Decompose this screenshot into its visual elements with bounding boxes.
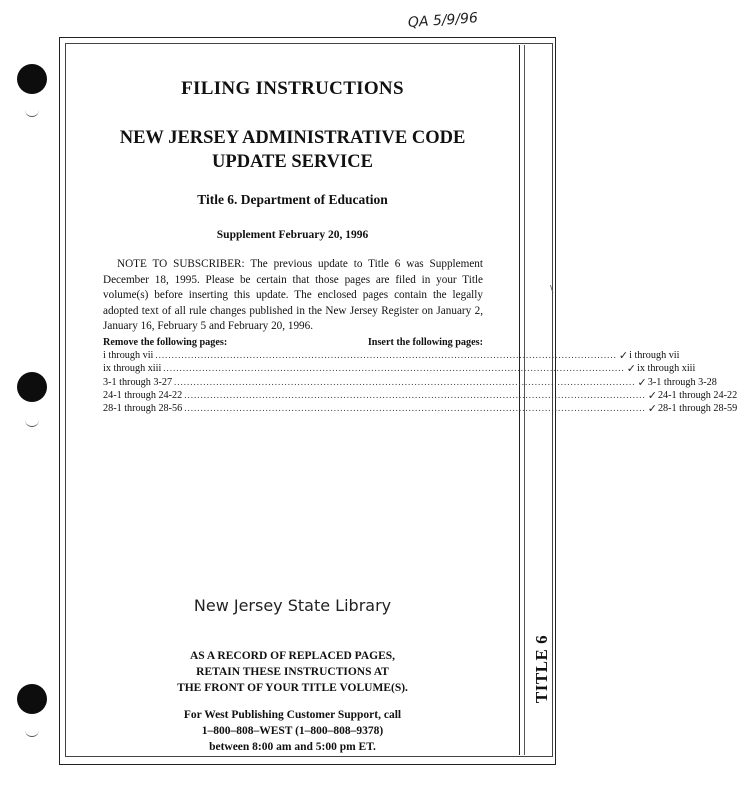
library-stamp: New Jersey State Library xyxy=(193,596,392,615)
page-replacement-table xyxy=(103,336,737,415)
insert-pages: 24-1 through 24-22 xyxy=(657,389,737,401)
dot-leader: .............................................................................................................................................. xyxy=(184,402,646,413)
title-line: Title 6. Department of Education xyxy=(197,192,388,207)
code-title-line2: UPDATE SERVICE xyxy=(212,152,373,172)
table-row xyxy=(103,362,696,376)
record-line2: RETAIN THESE INSTRUCTIONS AT xyxy=(196,666,389,678)
table-row xyxy=(103,401,737,415)
checkmark-icon: ✓ xyxy=(647,388,657,402)
margin-mark: \ xyxy=(550,284,554,295)
binder-hole-middle xyxy=(17,372,47,402)
insert-pages: 28-1 through 28-59 xyxy=(657,402,737,414)
table-header xyxy=(103,336,483,349)
handwritten-note: QA 5/9/96 xyxy=(407,10,479,32)
table-row xyxy=(103,349,680,363)
note-to-subscriber: NOTE TO SUBSCRIBER: The previous update to Title 6 was Supplement December 18, 1995. Please be certain that those pages are filed in your Title volume(s) before inserting this update. The enclosed pages contain the legally adopted text of all rule changes published in the New Jersey Register on January 2, January 16, February 5 and February 20, 1996. xyxy=(103,258,483,332)
table-row xyxy=(103,388,737,402)
binder-hole-mark xyxy=(25,108,39,117)
support-line3: between 8:00 am and 5:00 pm ET. xyxy=(209,741,376,753)
binder-hole-top xyxy=(17,64,47,94)
checkmark-icon: ✓ xyxy=(647,401,657,415)
table-row xyxy=(103,375,717,389)
insert-pages: i through vii xyxy=(629,350,680,362)
dot-leader: .............................................................................................................................................. xyxy=(163,363,625,374)
supplement-date: Supplement February 20, 1996 xyxy=(216,229,369,241)
remove-pages: 3-1 through 3-27 xyxy=(103,376,173,388)
checkmark-icon: ✓ xyxy=(618,349,629,363)
record-line3: THE FRONT OF YOUR TITLE VOLUME(S). xyxy=(177,682,408,694)
binder-hole-mark xyxy=(25,418,39,427)
insert-pages: ix through xiii xyxy=(637,363,696,375)
checkmark-icon: ✓ xyxy=(626,362,637,376)
binder-hole-bottom xyxy=(17,684,47,714)
insert-pages: 3-1 through 3-28 xyxy=(647,376,717,388)
page-heading: FILING INSTRUCTIONS xyxy=(181,78,404,99)
dot-leader: .............................................................................................................................................. xyxy=(174,376,636,387)
support-line2: 1–800–808–WEST (1–800–808–9378) xyxy=(201,725,384,737)
remove-pages: ix through xiii xyxy=(103,363,162,375)
title-tab-label: TITLE 6 xyxy=(532,634,551,704)
support-line1: For West Publishing Customer Support, call xyxy=(183,709,402,721)
remove-pages: 24-1 through 24-22 xyxy=(103,389,183,401)
binder-hole-mark xyxy=(25,728,39,737)
remove-header: Remove the following pages: xyxy=(103,337,228,348)
insert-header: Insert the following pages: xyxy=(367,337,483,348)
remove-pages: i through vii xyxy=(103,350,154,362)
record-line1: AS A RECORD OF REPLACED PAGES, xyxy=(189,650,396,662)
title-tab xyxy=(529,629,555,709)
dot-leader: .............................................................................................................................................. xyxy=(184,389,646,400)
checkmark-icon: ✓ xyxy=(637,375,647,389)
dot-leader: .............................................................................................................................................. xyxy=(155,350,617,361)
code-title-line1: NEW JERSEY ADMINISTRATIVE CODE xyxy=(119,128,466,148)
remove-pages: 28-1 through 28-56 xyxy=(103,402,183,414)
